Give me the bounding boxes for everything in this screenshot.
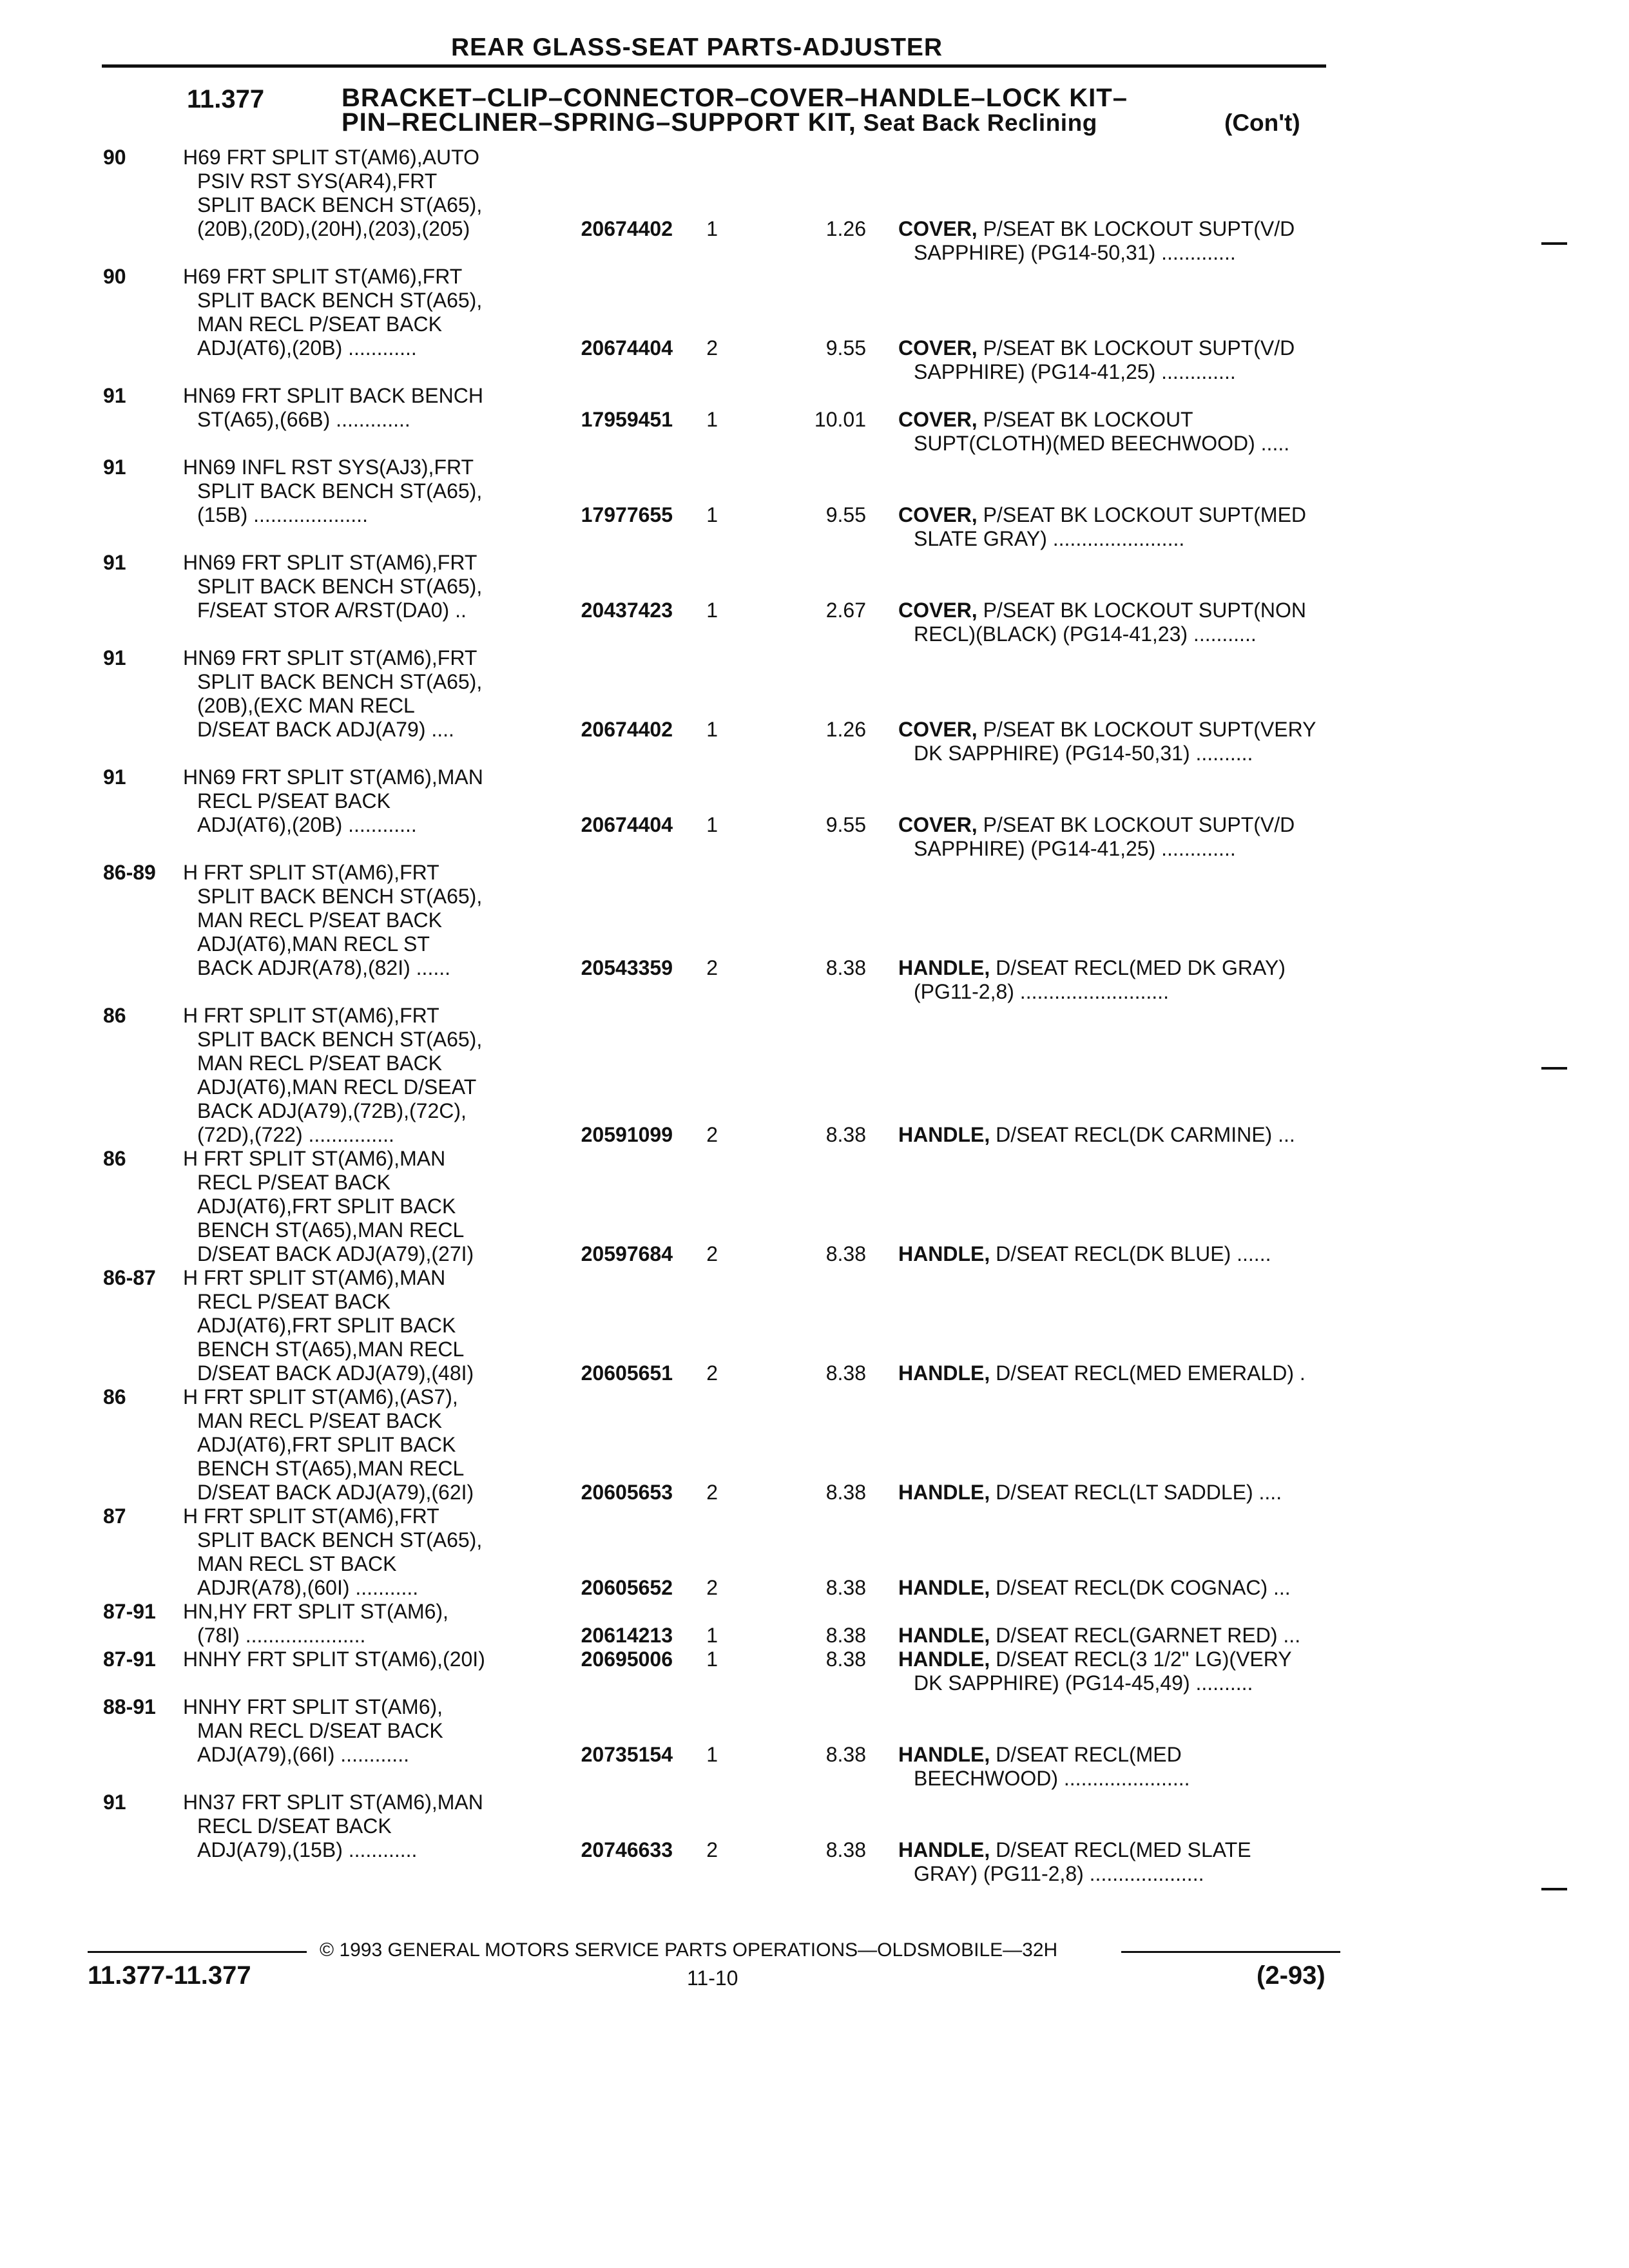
entry-part-name: COVER, — [898, 503, 978, 526]
entry-part-name: HANDLE, — [898, 1838, 990, 1861]
list-item — [0, 1791, 1629, 1886]
entry-part-number: 20605653 — [581, 1481, 673, 1504]
entry-quantity: 1 — [706, 599, 718, 622]
entry-part-number: 20591099 — [581, 1123, 673, 1146]
footer-rule-right — [1121, 1951, 1340, 1953]
entry-part-name: HANDLE, — [898, 1624, 990, 1647]
entry-part-line: SUPT(CLOTH)(MED BEECHWOOD) ..... — [914, 432, 1290, 455]
entry-part-line: BEECHWOOD) ...................... — [914, 1767, 1190, 1790]
entry-description — [183, 1385, 544, 1504]
entry-year: 90 — [103, 146, 126, 169]
entry-description-line: HN69 FRT SPLIT BACK BENCH — [183, 384, 483, 407]
list-item — [0, 1147, 1629, 1266]
list-item — [0, 646, 1629, 765]
entry-part-number: 20695006 — [581, 1648, 673, 1671]
entry-price: 8.38 — [825, 1838, 866, 1861]
entry-quantity: 1 — [706, 813, 718, 836]
entry-part-number: 20437423 — [581, 599, 673, 622]
entry-part-description — [898, 1576, 1375, 1600]
entry-description-line: D/SEAT BACK ADJ(A79) .... — [197, 718, 454, 741]
entry-part-line: COVER, P/SEAT BK LOCKOUT SUPT(V/D — [898, 217, 1295, 240]
section-title-line2 — [342, 108, 1097, 137]
entry-description-line: RECL D/SEAT BACK — [197, 1814, 392, 1838]
footer-rule-left — [88, 1951, 307, 1953]
entry-description-line: BENCH ST(A65),MAN RECL — [197, 1457, 465, 1480]
entry-part-description — [898, 1242, 1375, 1266]
entry-description-line: ADJ(A79),(15B) ............ — [197, 1838, 418, 1861]
entry-part-number: 17977655 — [581, 503, 673, 526]
entry-description-line: F/SEAT STOR A/RST(DA0) .. — [197, 599, 467, 622]
entry-description-line: SPLIT BACK BENCH ST(A65), — [197, 1528, 483, 1552]
entry-part-line: GRAY) (PG11-2,8) .................... — [914, 1862, 1204, 1885]
entry-part-name: COVER, — [898, 813, 978, 836]
entry-quantity: 2 — [706, 1242, 718, 1265]
entry-part-name: HANDLE, — [898, 1123, 990, 1146]
entry-year: 86-87 — [103, 1266, 156, 1289]
list-item — [0, 1600, 1629, 1648]
entry-description-line: SPLIT BACK BENCH ST(A65), — [197, 575, 483, 598]
entry-part-line: HANDLE, D/SEAT RECL(DK BLUE) ...... — [898, 1242, 1271, 1265]
entry-part-name: COVER, — [898, 217, 978, 240]
entry-year: 86-89 — [103, 861, 156, 884]
entry-year: 86 — [103, 1147, 126, 1170]
entry-description-line: D/SEAT BACK ADJ(A79),(27I) — [197, 1242, 474, 1265]
entry-description-line: H FRT SPLIT ST(AM6),(AS7), — [183, 1385, 458, 1408]
entry-description-line: HNHY FRT SPLIT ST(AM6), — [183, 1695, 443, 1718]
entry-part-line: COVER, P/SEAT BK LOCKOUT — [898, 408, 1193, 431]
entry-year: 91 — [103, 456, 126, 479]
footer-section-range: 11.377-11.377 — [88, 1961, 251, 1990]
entry-description — [183, 456, 544, 527]
entry-part-line: SAPPHIRE) (PG14-50,31) ............. — [914, 241, 1236, 264]
entry-description — [183, 646, 544, 742]
entry-description — [183, 1004, 544, 1147]
entry-quantity: 2 — [706, 956, 718, 979]
footer-copyright: © 1993 GENERAL MOTORS SERVICE PARTS OPERATIONS—OLDSMOBILE—32H — [320, 1939, 1058, 1961]
entry-part-description — [898, 503, 1375, 551]
list-item — [0, 1385, 1629, 1504]
entry-year: 91 — [103, 765, 126, 789]
entry-description — [183, 1504, 544, 1600]
entry-part-description — [898, 1743, 1375, 1791]
entry-part-name: HANDLE, — [898, 1743, 990, 1766]
entry-description-line: HNHY FRT SPLIT ST(AM6),(20I) — [183, 1648, 485, 1671]
entry-quantity: 1 — [706, 408, 718, 431]
entry-description-line: SPLIT BACK BENCH ST(A65), — [197, 670, 483, 693]
entry-description-line: D/SEAT BACK ADJ(A79),(48I) — [197, 1361, 474, 1385]
entry-description — [183, 1695, 544, 1767]
entry-part-name: HANDLE, — [898, 1648, 990, 1671]
entry-price: 8.38 — [825, 1576, 866, 1599]
section-title-line1: BRACKET–CLIP–CONNECTOR–COVER–HANDLE–LOCK KIT– — [342, 84, 1128, 112]
entry-description-line: RECL P/SEAT BACK — [197, 1171, 390, 1194]
entry-part-name: COVER, — [898, 336, 978, 360]
entry-description-line: MAN RECL P/SEAT BACK — [197, 1409, 442, 1432]
entry-quantity: 1 — [706, 503, 718, 526]
entry-part-name: COVER, — [898, 599, 978, 622]
entry-part-description — [898, 718, 1375, 765]
entry-description-line: (15B) .................... — [197, 503, 368, 526]
entry-price: 9.55 — [825, 503, 866, 526]
entry-description-line: H FRT SPLIT ST(AM6),MAN — [183, 1147, 446, 1170]
entry-part-line: SAPPHIRE) (PG14-41,25) ............. — [914, 360, 1236, 383]
entry-description — [183, 1648, 544, 1671]
list-item — [0, 1504, 1629, 1600]
header-rule — [102, 64, 1326, 68]
entry-description-line: (20B),(20D),(20H),(203),(205) — [197, 217, 470, 240]
entry-part-line: COVER, P/SEAT BK LOCKOUT SUPT(V/D — [898, 813, 1295, 836]
entry-part-line: DK SAPPHIRE) (PG14-45,49) .......... — [914, 1671, 1253, 1695]
entry-part-line: HANDLE, D/SEAT RECL(3 1/2" LG)(VERY — [898, 1648, 1292, 1671]
entry-description-line: MAN RECL P/SEAT BACK — [197, 1052, 442, 1075]
list-item — [0, 1695, 1629, 1791]
entry-description — [183, 1600, 544, 1648]
entry-price: 8.38 — [825, 1361, 866, 1385]
list-item — [0, 456, 1629, 551]
entry-part-line: COVER, P/SEAT BK LOCKOUT SUPT(MED — [898, 503, 1307, 526]
entry-part-number: 20605652 — [581, 1576, 673, 1599]
entry-description-line: H FRT SPLIT ST(AM6),FRT — [183, 1504, 439, 1528]
entry-year: 87-91 — [103, 1648, 156, 1671]
entry-part-line: COVER, P/SEAT BK LOCKOUT SUPT(NON — [898, 599, 1307, 622]
entry-price: 2.67 — [825, 599, 866, 622]
entry-price: 9.55 — [825, 813, 866, 836]
entry-description-line: H FRT SPLIT ST(AM6),FRT — [183, 1004, 439, 1027]
entry-year: 86 — [103, 1385, 126, 1408]
entry-price: 1.26 — [825, 718, 866, 741]
entry-year: 87-91 — [103, 1600, 156, 1623]
entry-part-number: 20674402 — [581, 217, 673, 240]
entry-part-number: 20674402 — [581, 718, 673, 741]
entry-part-line: HANDLE, D/SEAT RECL(MED EMERALD) . — [898, 1361, 1306, 1385]
entry-description-line: SPLIT BACK BENCH ST(A65), — [197, 1028, 483, 1051]
entry-part-line: COVER, P/SEAT BK LOCKOUT SUPT(V/D — [898, 336, 1295, 360]
entry-description-line: ADJ(AT6),(20B) ............ — [197, 813, 417, 836]
list-item — [0, 146, 1629, 265]
section-number: 11.377 — [187, 85, 265, 113]
entry-description-line: ADJ(AT6),FRT SPLIT BACK — [197, 1195, 456, 1218]
entry-description-line: HN69 INFL RST SYS(AJ3),FRT — [183, 456, 474, 479]
list-item — [0, 1004, 1629, 1147]
entry-description-line: MAN RECL P/SEAT BACK — [197, 908, 442, 932]
margin-mark — [1541, 1067, 1567, 1070]
entry-description-line: (78I) ..................... — [197, 1624, 366, 1647]
entry-description-line: ADJ(AT6),MAN RECL D/SEAT — [197, 1075, 477, 1099]
entry-description — [183, 1147, 544, 1266]
entry-quantity: 2 — [706, 1481, 718, 1504]
entry-description-line: ADJ(AT6),(20B) ............ — [197, 336, 417, 360]
entry-part-description — [898, 217, 1375, 265]
list-item — [0, 765, 1629, 861]
entry-part-line: HANDLE, D/SEAT RECL(MED DK GRAY) — [898, 956, 1286, 979]
entry-description-line: BENCH ST(A65),MAN RECL — [197, 1338, 465, 1361]
entry-part-line: HANDLE, D/SEAT RECL(DK COGNAC) ... — [898, 1576, 1291, 1599]
entry-description — [183, 265, 544, 360]
entry-description — [183, 551, 544, 622]
entry-description-line: HN69 FRT SPLIT ST(AM6),FRT — [183, 551, 477, 574]
entry-description-line: MAN RECL D/SEAT BACK — [197, 1719, 443, 1742]
list-item — [0, 384, 1629, 456]
entry-description-line: RECL P/SEAT BACK — [197, 789, 390, 812]
entry-quantity: 2 — [706, 1361, 718, 1385]
entry-part-description — [898, 599, 1375, 646]
entry-quantity: 2 — [706, 1838, 718, 1861]
entry-description-line: BACK ADJR(A78),(82I) ...... — [197, 956, 450, 979]
margin-mark — [1541, 242, 1567, 245]
entry-description-line: RECL P/SEAT BACK — [197, 1290, 390, 1313]
entry-description — [183, 1791, 544, 1862]
list-item — [0, 1648, 1629, 1695]
entry-part-line: COVER, P/SEAT BK LOCKOUT SUPT(VERY — [898, 718, 1316, 741]
entry-part-line: DK SAPPHIRE) (PG14-50,31) .......... — [914, 742, 1253, 765]
entry-part-line: SLATE GRAY) ....................... — [914, 527, 1185, 550]
continued-label: (Con't) — [1224, 110, 1300, 136]
entry-part-number: 17959451 — [581, 408, 673, 431]
entry-year: 86 — [103, 1004, 126, 1027]
entry-part-number: 20605651 — [581, 1361, 673, 1385]
entry-quantity: 1 — [706, 217, 718, 240]
entry-year: 91 — [103, 551, 126, 574]
entry-description-line: D/SEAT BACK ADJ(A79),(62I) — [197, 1481, 474, 1504]
entry-year: 90 — [103, 265, 126, 288]
entry-description — [183, 861, 544, 980]
entry-part-number: 20614213 — [581, 1624, 673, 1647]
entry-part-line: RECL)(BLACK) (PG14-41,23) ........... — [914, 622, 1257, 646]
entry-quantity: 1 — [706, 1648, 718, 1671]
page-title: REAR GLASS-SEAT PARTS-ADJUSTER — [451, 34, 943, 61]
entry-description-line: H69 FRT SPLIT ST(AM6),AUTO — [183, 146, 479, 169]
margin-mark — [1541, 1888, 1567, 1890]
entry-year: 91 — [103, 646, 126, 669]
entry-part-name: COVER, — [898, 408, 978, 431]
footer-date-code: (2-93) — [1257, 1961, 1325, 1990]
entry-description-line: ADJR(A78),(60I) ........... — [197, 1576, 419, 1599]
entry-part-description — [898, 1361, 1375, 1385]
entry-part-line: HANDLE, D/SEAT RECL(DK CARMINE) ... — [898, 1123, 1295, 1146]
entry-description-line: MAN RECL ST BACK — [197, 1552, 397, 1575]
footer-page-number: 11-10 — [687, 1966, 738, 1990]
entry-description-line: (72D),(722) ............... — [197, 1123, 394, 1146]
entry-year: 91 — [103, 1791, 126, 1814]
entry-part-number: 20543359 — [581, 956, 673, 979]
entry-price: 8.38 — [825, 1123, 866, 1146]
entry-quantity: 1 — [706, 718, 718, 741]
entry-part-description — [898, 813, 1375, 861]
entry-part-description — [898, 1648, 1375, 1695]
entry-description — [183, 384, 544, 432]
entry-description-line: (20B),(EXC MAN RECL — [197, 694, 415, 717]
list-item — [0, 861, 1629, 1004]
list-item — [0, 551, 1629, 646]
entry-part-name: HANDLE, — [898, 956, 990, 979]
list-item — [0, 265, 1629, 384]
entry-price: 8.38 — [825, 1743, 866, 1766]
entry-description-line: ADJ(AT6),FRT SPLIT BACK — [197, 1433, 456, 1456]
entry-description-line: MAN RECL P/SEAT BACK — [197, 312, 442, 336]
parts-list — [0, 146, 1629, 1886]
entry-part-description — [898, 1624, 1375, 1648]
entry-price: 10.01 — [814, 408, 866, 431]
entry-description-line: BACK ADJ(A79),(72B),(72C), — [197, 1099, 467, 1122]
entry-description-line: HN69 FRT SPLIT ST(AM6),FRT — [183, 646, 477, 669]
entry-part-name: HANDLE, — [898, 1361, 990, 1385]
entry-year: 88-91 — [103, 1695, 156, 1718]
entry-part-number: 20746633 — [581, 1838, 673, 1861]
entry-part-number: 20597684 — [581, 1242, 673, 1265]
entry-part-line: HANDLE, D/SEAT RECL(MED — [898, 1743, 1182, 1766]
entry-description-line: H69 FRT SPLIT ST(AM6),FRT — [183, 265, 463, 288]
entry-quantity: 2 — [706, 1123, 718, 1146]
entry-part-description — [898, 1123, 1375, 1147]
entry-part-name: HANDLE, — [898, 1242, 990, 1265]
entry-part-name: COVER, — [898, 718, 978, 741]
list-item — [0, 1266, 1629, 1385]
entry-description-line: BENCH ST(A65),MAN RECL — [197, 1218, 465, 1242]
entry-description-line: HN,HY FRT SPLIT ST(AM6), — [183, 1600, 448, 1623]
entry-part-description — [898, 1838, 1375, 1886]
entry-description-line: HN69 FRT SPLIT ST(AM6),MAN — [183, 765, 483, 789]
entry-quantity: 1 — [706, 1624, 718, 1647]
entry-price: 8.38 — [825, 1624, 866, 1647]
entry-year: 91 — [103, 384, 126, 407]
entry-description-line: ADJ(A79),(66I) ............ — [197, 1743, 409, 1766]
entry-description-line: SPLIT BACK BENCH ST(A65), — [197, 193, 483, 216]
entry-price: 8.38 — [825, 1648, 866, 1671]
entry-part-name: HANDLE, — [898, 1576, 990, 1599]
entry-price: 8.38 — [825, 1242, 866, 1265]
entry-part-line: HANDLE, D/SEAT RECL(LT SADDLE) .... — [898, 1481, 1282, 1504]
entry-description-line: H FRT SPLIT ST(AM6),FRT — [183, 861, 439, 884]
entry-part-number: 20674404 — [581, 813, 673, 836]
entry-part-number: 20674404 — [581, 336, 673, 360]
entry-part-number: 20735154 — [581, 1743, 673, 1766]
entry-price: 9.55 — [825, 336, 866, 360]
entry-description-line: H FRT SPLIT ST(AM6),MAN — [183, 1266, 446, 1289]
entry-part-line: HANDLE, D/SEAT RECL(MED SLATE — [898, 1838, 1251, 1861]
entry-part-line: HANDLE, D/SEAT RECL(GARNET RED) ... — [898, 1624, 1301, 1647]
section-title-rest: Seat Back Reclining — [856, 110, 1097, 136]
entry-quantity: 2 — [706, 336, 718, 360]
entry-description-line: ST(A65),(66B) ............. — [197, 408, 410, 431]
entry-description-line: SPLIT BACK BENCH ST(A65), — [197, 885, 483, 908]
entry-part-line: SAPPHIRE) (PG14-41,25) ............. — [914, 837, 1236, 860]
entry-description-line: SPLIT BACK BENCH ST(A65), — [197, 289, 483, 312]
entry-description — [183, 146, 544, 241]
entry-description — [183, 765, 544, 837]
entry-part-description — [898, 336, 1375, 384]
entry-description-line: ADJ(AT6),MAN RECL ST — [197, 932, 430, 956]
entry-part-description — [898, 956, 1375, 1004]
entry-part-name: HANDLE, — [898, 1481, 990, 1504]
entry-quantity: 2 — [706, 1576, 718, 1599]
entry-part-description — [898, 1481, 1375, 1504]
entry-description-line: HN37 FRT SPLIT ST(AM6),MAN — [183, 1791, 483, 1814]
entry-description-line: ADJ(AT6),FRT SPLIT BACK — [197, 1314, 456, 1337]
entry-price: 8.38 — [825, 1481, 866, 1504]
entry-price: 1.26 — [825, 217, 866, 240]
section-title-line2-main: PIN–RECLINER–SPRING–SUPPORT KIT, — [342, 108, 856, 137]
entry-quantity: 1 — [706, 1743, 718, 1766]
entry-description — [183, 1266, 544, 1385]
entry-description-line: PSIV RST SYS(AR4),FRT — [197, 169, 438, 193]
entry-part-line: (PG11-2,8) .......................... — [914, 980, 1169, 1003]
entry-part-description — [898, 408, 1375, 456]
entry-description-line: SPLIT BACK BENCH ST(A65), — [197, 479, 483, 503]
entry-year: 87 — [103, 1504, 126, 1528]
entry-price: 8.38 — [825, 956, 866, 979]
